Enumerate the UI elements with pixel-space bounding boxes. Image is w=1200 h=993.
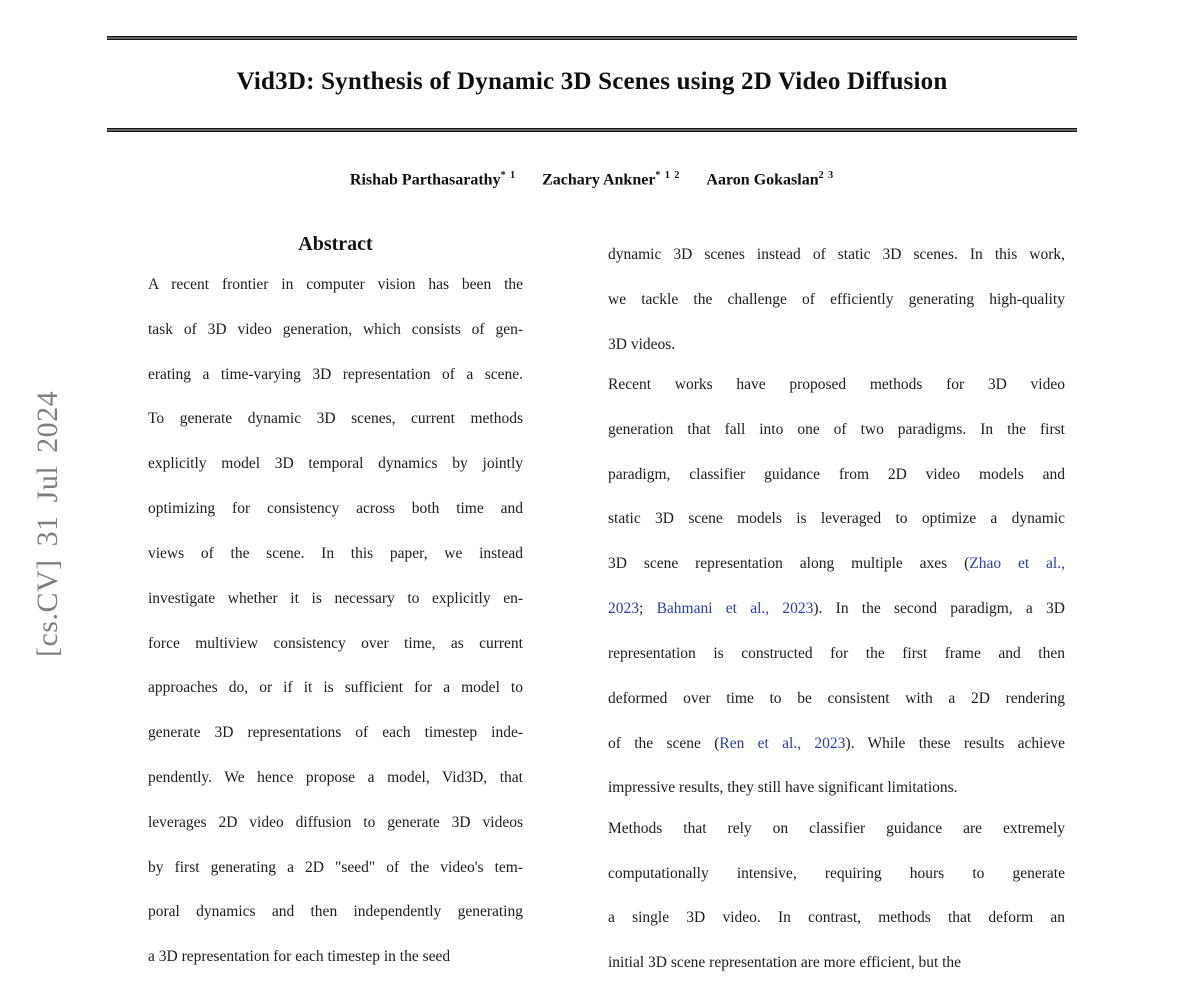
- text-line: explicitly model 3D temporal dynamics by jointly: [148, 455, 523, 473]
- text-line: Recent works have proposed methods for 3D video: [608, 376, 1065, 394]
- text-line: A recent frontier in computer vision has been the: [148, 276, 523, 293]
- text-line: poral dynamics and then independently generating: [148, 903, 523, 921]
- text-line: 2023; Bahmani et al., 2023). In the second paradigm, a 3D: [608, 600, 1065, 618]
- text-line: by first generating a 2D "seed" of the video's tem-: [148, 858, 523, 876]
- text-line: erating a time-varying 3D representation of a scene.: [148, 365, 523, 383]
- author-1-affiliation-sup: * 1: [500, 170, 517, 181]
- paper-title: Vid3D: Synthesis of Dynamic 3D Scenes using 2D Video Diffusion: [236, 68, 948, 95]
- text-line: we tackle the challenge of efficiently generating high-quality: [608, 290, 1065, 308]
- title-rule-top: [107, 36, 1077, 40]
- text-line: paradigm, classifier guidance from 2D video models and: [608, 465, 1065, 483]
- author-2-name: Zachary Ankner: [542, 171, 656, 189]
- text-line: deformed over time to be consistent with a 2D rendering: [608, 689, 1065, 707]
- text-line: of the scene (Ren et al., 2023). While these results achieve: [608, 734, 1065, 752]
- text-line: task of 3D video generation, which consists of gen-: [148, 320, 523, 338]
- author-3-affiliation-sup: 2 3: [818, 170, 835, 181]
- abstract-body: [148, 274, 523, 969]
- text-line: impressive results, they still have significant limitations.: [608, 779, 958, 797]
- text-line: generate 3D representations of each timestep inde-: [148, 724, 523, 742]
- citation-link[interactable]: Ren et al., 2023: [719, 734, 846, 752]
- text-line: representation is constructed for the first frame and then: [608, 644, 1065, 662]
- citation-link[interactable]: Zhao et al.,: [969, 555, 1065, 573]
- text-line: views of the scene. In this paper, we instead: [148, 544, 523, 562]
- author-2-affiliation-sup: * 1 2: [655, 170, 681, 181]
- paragraph: [608, 818, 1065, 975]
- text-line: initial 3D scene representation are more efficient, but the: [608, 954, 962, 972]
- intro-column: [608, 244, 1065, 993]
- author-line: [107, 170, 1077, 189]
- text-line: a 3D representation for each timestep in the seed: [148, 948, 451, 966]
- title-rule-bottom: [107, 128, 1077, 132]
- text-line: a single 3D video. In contrast, methods that deform an: [608, 909, 1065, 927]
- citation-link[interactable]: 2023: [608, 600, 639, 618]
- author-2: [542, 170, 680, 189]
- citation-link[interactable]: Bahmani et al., 2023: [656, 600, 814, 618]
- text-line: force multiview consistency over time, as current: [148, 634, 523, 652]
- text-line: generation that fall into one of two paradigms. In the first: [608, 420, 1065, 438]
- author-3: [706, 170, 834, 189]
- abstract-heading: Abstract: [298, 233, 373, 255]
- arxiv-category-date-banner: [cs.CV] 31 Jul 2024: [31, 390, 64, 657]
- author-1-name: Rishab Parthasarathy: [349, 171, 501, 189]
- text-line: Methods that rely on classifier guidance are extremely: [608, 819, 1065, 837]
- text-line: investigate whether it is necessary to explicitly en-: [148, 589, 523, 607]
- text-line: static 3D scene models is leveraged to optimize a dynamic: [608, 510, 1065, 528]
- text-line: pendently. We hence propose a model, Vid3D, that: [148, 768, 523, 786]
- text-line: 3D scene representation along multiple axes (Zhao et al.,: [608, 555, 1065, 573]
- text-line: optimizing for consistency across both time and: [148, 500, 523, 518]
- paragraph: [608, 374, 1065, 800]
- author-3-name: Aaron Gokaslan: [706, 171, 819, 189]
- text-line: dynamic 3D scenes instead of static 3D scenes. In this work,: [608, 246, 1065, 263]
- text-line: To generate dynamic 3D scenes, current methods: [148, 410, 523, 428]
- author-1: [350, 170, 516, 189]
- paragraph: [608, 244, 1065, 356]
- text-line: approaches do, or if it is sufficient for a model to: [148, 679, 523, 697]
- text-line: computationally intensive, requiring hours to generate: [608, 864, 1065, 882]
- text-line: leverages 2D video diffusion to generate 3D videos: [148, 813, 523, 831]
- text-line: 3D videos.: [608, 335, 676, 353]
